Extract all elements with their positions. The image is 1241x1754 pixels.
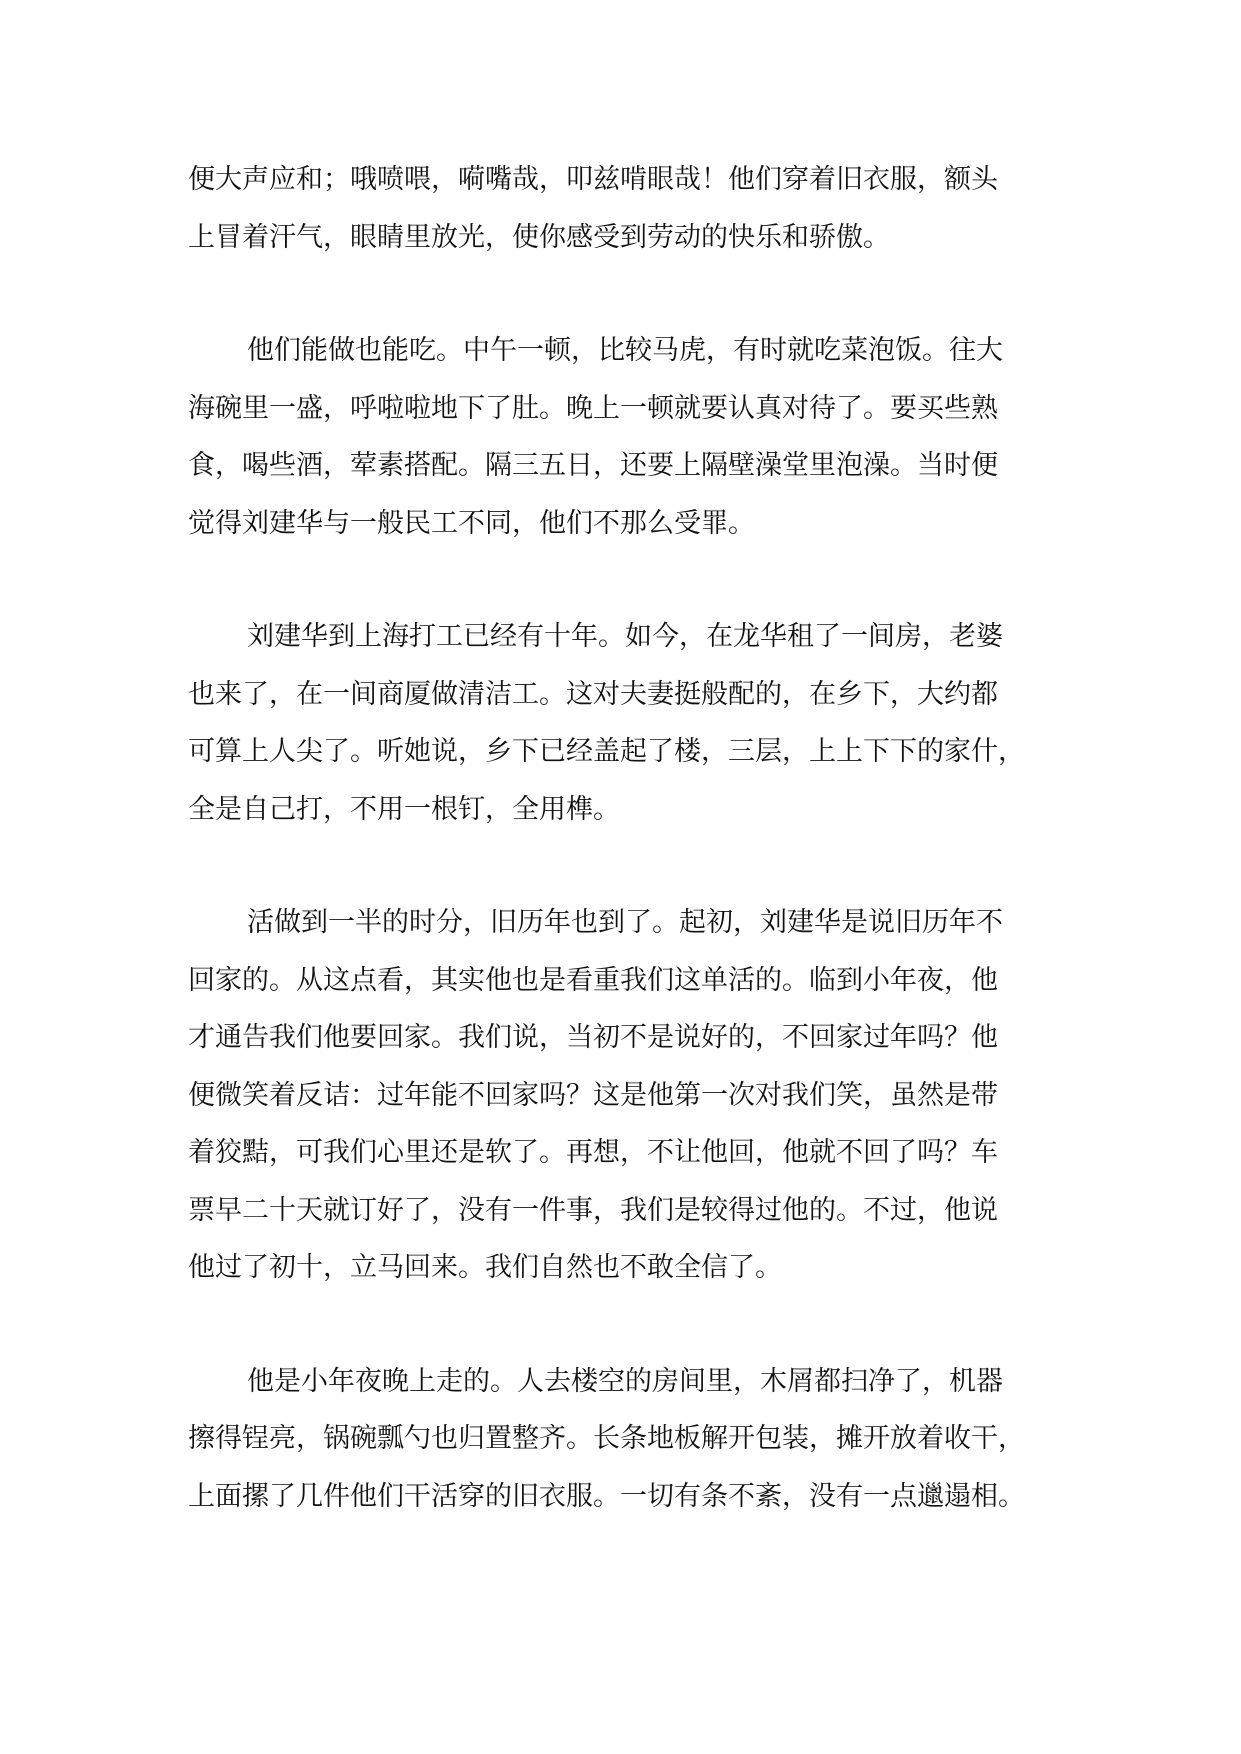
text-line: 擦得锃亮，锅碗瓢勺也归置整齐。长条地板解开包装，摊开放着收干， — [188, 1423, 1025, 1454]
text-line: 他们能做也能吃。中午一顿，比较马虎，有时就吃菜泡饭。往大 — [247, 335, 1003, 366]
paragraph-4 — [188, 901, 1058, 1304]
text-line: 他过了初十，立马回来。我们自然也不敢全信了。 — [188, 1252, 782, 1283]
text-line: 便微笑着反诘：过年能不回家吗？这是他第一次对我们笑，虽然是带 — [188, 1079, 998, 1111]
text-line: 海碗里一盛，呼啦啦地下了肚。晚上一顿就要认真对待了。要买些熟 — [188, 392, 998, 424]
text-line: 活做到一半的时分，旧历年也到了。起初，刘建华是说旧历年不 — [247, 907, 1003, 938]
text-line: 食，喝些酒，荤素搭配。隔三五日，还要上隔壁澡堂里泡澡。当时便 — [188, 450, 998, 481]
document-body — [188, 158, 1058, 1588]
paragraph-3 — [188, 615, 1058, 845]
text-line: 回家的。从这点看，其实他也是看重我们这单活的。临到小年夜，他 — [188, 964, 998, 996]
paragraph-2 — [188, 329, 1058, 559]
text-line: 也来了，在一间商厦做清洁工。这对夫妻挺般配的，在乡下，大约都 — [188, 678, 998, 710]
text-line: 全是自己打，不用一根钉，全用榫。 — [188, 793, 620, 825]
text-line: 觉得刘建华与一般民工不同，他们不那么受罪。 — [188, 507, 755, 539]
text-line: 才通告我们他要回家。我们说，当初不是说好的，不回家过年吗？他 — [188, 1022, 998, 1053]
text-line: 票早二十天就订好了，没有一件事，我们是较得过他的。不过，他说 — [188, 1194, 998, 1226]
text-line: 着狡黠，可我们心里还是软了。再想，不让他回，他就不回了吗？车 — [188, 1137, 998, 1168]
text-line: 他是小年夜晚上走的。人去楼空的房间里，木屑都扫净了，机器 — [247, 1365, 1003, 1397]
text-line: 上冒着汗气，眼睛里放光，使你感受到劳动的快乐和骄傲。 — [188, 221, 890, 253]
paragraph-1 — [188, 158, 1058, 273]
text-line: 便大声应和；哦喷喂，嗬嘴哉，叩兹啃眼哉！他们穿着旧衣服，额头 — [188, 164, 998, 195]
text-line: 上面摞了几件他们干活穿的旧衣服。一切有条不紊，没有一点邋遢相。 — [188, 1480, 1025, 1512]
text-line: 可算上人尖了。听她说，乡下已经盖起了楼，三层，上上下下的家什， — [188, 736, 1025, 767]
text-line: 刘建华到上海打工已经有十年。如今，在龙华租了一间房，老婆 — [247, 621, 1003, 652]
paragraph-5 — [188, 1360, 1058, 1533]
